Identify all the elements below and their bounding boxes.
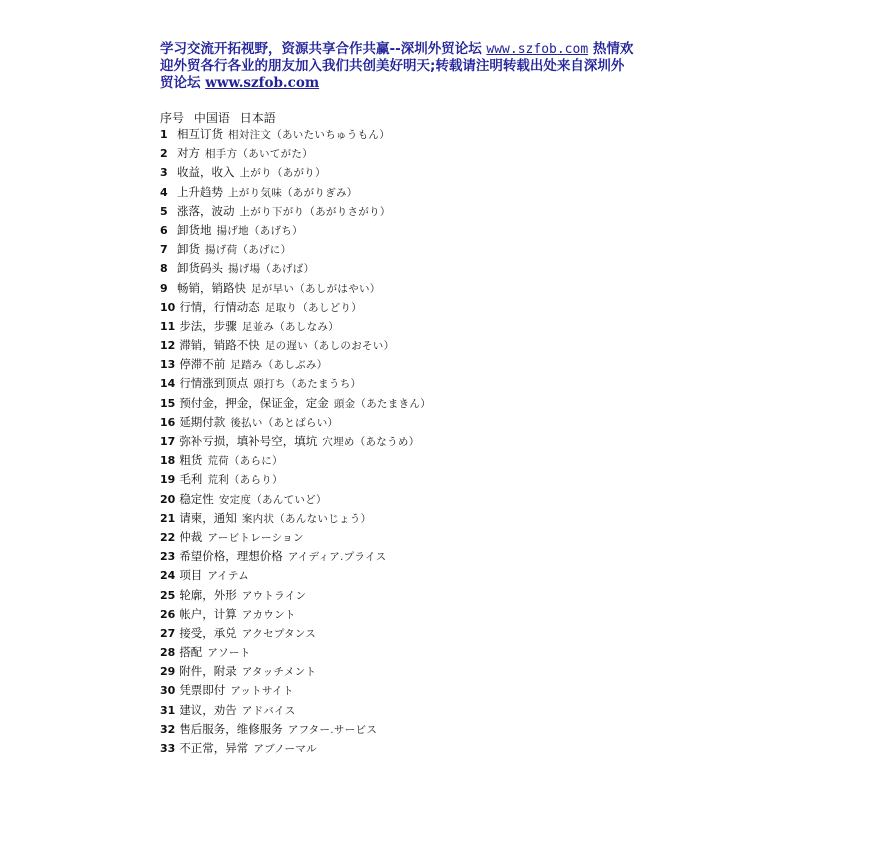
- entry-chinese: 卸货码头: [177, 261, 223, 276]
- column-chinese: 中国语: [193, 111, 230, 125]
- glossary-entry: [160, 336, 431, 355]
- forum-banner: [160, 41, 730, 92]
- entry-chinese: 行情涨到顶点: [179, 376, 249, 391]
- entry-japanese: アイテム: [207, 570, 250, 583]
- entry-chinese: 相互订货: [177, 127, 223, 141]
- entry-number: 4: [160, 185, 168, 199]
- glossary-entry: [160, 605, 431, 624]
- glossary-entry: [160, 221, 431, 240]
- entry-chinese: 畅销，销路快: [177, 280, 246, 295]
- entry-chinese: 毛利: [179, 472, 203, 487]
- glossary-entry: [160, 240, 431, 259]
- entry-japanese: アソート: [207, 647, 251, 660]
- entry-chinese: 仲裁: [179, 529, 203, 544]
- entry-chinese: 上升趋势: [177, 184, 223, 199]
- entry-japanese: アービトレーション: [207, 531, 304, 544]
- entry-japanese: 揚げ地（あげち）: [216, 224, 303, 237]
- entry-chinese: 希望价格，理想价格: [179, 549, 283, 564]
- glossary-entry: [160, 298, 431, 317]
- entry-japanese: 相手方（あいてがた）: [205, 148, 313, 161]
- glossary-entry: [160, 701, 431, 720]
- entry-number: 13: [160, 358, 176, 372]
- column-japanese: 日本語: [239, 111, 276, 125]
- entry-japanese: 足取り（あしどり）: [264, 301, 363, 314]
- forum-link-bold[interactable]: www.szfob.com: [205, 75, 320, 91]
- entry-chinese: 粗货: [179, 453, 203, 468]
- glossary-entry: [160, 528, 431, 547]
- column-number: 序号: [160, 111, 185, 125]
- glossary-entry: [160, 470, 431, 489]
- entry-chinese: 涨落，波动: [177, 203, 235, 218]
- entry-japanese: 足が早い（あしがはやい）: [251, 282, 381, 295]
- entry-japanese: 相対注文（あいたいちゅうもん）: [228, 129, 390, 141]
- glossary-entry: [160, 566, 431, 585]
- entry-japanese: 荒荷（あらに）: [207, 455, 283, 468]
- entry-number: 24: [160, 569, 176, 583]
- entry-chinese: 卸货: [177, 242, 200, 257]
- glossary-list: [160, 125, 431, 758]
- entry-number: 12: [160, 339, 176, 353]
- entry-japanese: 揚げ場（あげば）: [228, 263, 315, 276]
- glossary-entry: [160, 317, 431, 336]
- forum-link[interactable]: www.szfob.com: [486, 42, 589, 57]
- entry-japanese: アットサイト: [230, 685, 294, 698]
- entry-number: 1: [160, 128, 168, 141]
- entry-number: 7: [160, 243, 168, 257]
- entry-chinese: 不正常，异常: [179, 741, 249, 755]
- entry-chinese: 步法，步骤: [179, 318, 237, 333]
- entry-japanese: アタッチメント: [241, 666, 317, 679]
- glossary-entry: [160, 586, 431, 605]
- entry-chinese: 凭票即付: [179, 683, 226, 698]
- entry-number: 9: [160, 281, 168, 295]
- glossary-entry: [160, 144, 431, 163]
- glossary-entry: [160, 125, 431, 144]
- glossary-entry: [160, 451, 431, 470]
- entry-number: 3: [160, 166, 168, 180]
- entry-japanese: アイディア.プライス: [287, 551, 387, 564]
- entry-japanese: アカウント: [241, 608, 296, 621]
- glossary-entry: [160, 624, 431, 643]
- entry-number: 6: [160, 223, 168, 237]
- entry-japanese: 揚げ荷（あげに）: [205, 244, 292, 257]
- entry-number: 28: [160, 646, 176, 660]
- glossary-entry: [160, 413, 431, 432]
- entry-chinese: 延期付款: [179, 414, 226, 429]
- entry-number: 2: [160, 147, 168, 161]
- entry-japanese: 上がり下がり（あがりさがり）: [239, 205, 391, 218]
- entry-number: 17: [160, 435, 176, 448]
- entry-chinese: 稳定性: [179, 491, 214, 506]
- entry-number: 30: [160, 684, 176, 698]
- glossary-entry: [160, 547, 431, 566]
- banner-text-line1-tail: 热情欢: [588, 41, 634, 57]
- entry-japanese: アブノーマル: [253, 743, 317, 755]
- entry-number: 11: [160, 319, 176, 333]
- entry-chinese: 建议，劝告: [179, 702, 237, 717]
- glossary-entry: [160, 432, 431, 451]
- entry-japanese: アクセプタンス: [241, 627, 317, 640]
- entry-japanese: アフター.サービス: [287, 723, 378, 736]
- entry-japanese: 頭金（あたまきん）: [333, 397, 432, 410]
- entry-number: 5: [160, 204, 168, 218]
- entry-japanese: 上がり（あがり）: [239, 167, 326, 180]
- entry-chinese: 停滞不前: [179, 357, 226, 372]
- entry-number: 22: [160, 530, 176, 544]
- entry-chinese: 请柬，通知: [179, 510, 237, 525]
- entry-number: 18: [160, 454, 176, 468]
- entry-number: 14: [160, 377, 176, 391]
- glossary-entry: [160, 643, 431, 662]
- banner-text-line1: 学习交流开拓视野，资源共享合作共赢--深圳外贸论坛: [160, 41, 487, 57]
- entry-number: 10: [160, 300, 176, 314]
- entry-number: 20: [160, 492, 176, 506]
- entry-japanese: 足の遅い（あしのおそい）: [264, 340, 395, 353]
- entry-number: 29: [160, 665, 176, 679]
- glossary-entry: [160, 202, 431, 221]
- entry-chinese: 行情，行情动态: [179, 299, 260, 314]
- entry-number: 33: [160, 742, 176, 755]
- entry-chinese: 售后服务，维修服务: [179, 721, 283, 736]
- glossary-entry: [160, 662, 431, 681]
- glossary-entry: [160, 163, 431, 182]
- entry-number: 19: [160, 473, 176, 487]
- entry-japanese: アドバイス: [241, 704, 296, 717]
- entry-number: 32: [160, 722, 176, 736]
- banner-text-line2: 迎外贸各行各业的朋友加入我们共创美好明天;转载请注明转载出处来自深圳外: [160, 58, 625, 74]
- glossary-entry: [160, 490, 431, 509]
- glossary-entry: [160, 720, 431, 739]
- entry-number: 26: [160, 607, 176, 621]
- entry-japanese: 足踏み（あしぶみ）: [230, 359, 328, 372]
- column-headers: [160, 109, 282, 126]
- entry-chinese: 收益，收入: [177, 165, 235, 180]
- entry-chinese: 搭配: [179, 645, 203, 660]
- entry-number: 15: [160, 396, 176, 410]
- entry-chinese: 轮廓，外形: [179, 587, 237, 602]
- entry-japanese: 上がり気味（あがりぎみ）: [228, 186, 358, 199]
- entry-chinese: 附件，附录: [179, 664, 237, 679]
- entry-chinese: 弥补亏损，填补号空，填坑: [179, 434, 318, 448]
- entry-number: 31: [160, 703, 176, 717]
- entry-number: 25: [160, 588, 176, 602]
- entry-japanese: 穴埋め（あなうめ）: [322, 436, 420, 448]
- entry-number: 16: [160, 415, 176, 429]
- entry-number: 21: [160, 511, 176, 525]
- entry-japanese: 後払い（あとばらい）: [230, 416, 339, 429]
- banner-text-line3: 贸论坛: [160, 75, 206, 91]
- entry-number: 23: [160, 550, 176, 564]
- glossary-entry: [160, 355, 431, 374]
- entry-japanese: 足並み（あしなみ）: [241, 320, 340, 333]
- entry-japanese: 荒利（あらり）: [207, 474, 283, 487]
- entry-chinese: 接受，承兑: [179, 625, 237, 640]
- entry-chinese: 对方: [177, 146, 200, 161]
- entry-japanese: アウトライン: [241, 589, 307, 602]
- glossary-entry: [160, 279, 431, 298]
- glossary-entry: [160, 681, 431, 700]
- entry-japanese: 安定度（あんていど）: [218, 493, 327, 506]
- glossary-entry: [160, 259, 431, 278]
- glossary-entry: [160, 374, 431, 393]
- entry-chinese: 帐户，计算: [179, 606, 237, 621]
- entry-number: 8: [160, 262, 168, 276]
- glossary-entry: [160, 739, 431, 758]
- glossary-entry: [160, 394, 431, 413]
- entry-chinese: 项目: [179, 568, 203, 583]
- entry-japanese: 頭打ち（あたまうち）: [253, 378, 362, 391]
- entry-number: 27: [160, 626, 176, 640]
- entry-chinese: 预付金，押金，保证金，定金: [179, 395, 329, 410]
- entry-chinese: 滞销，销路不快: [179, 338, 260, 353]
- glossary-entry: [160, 183, 431, 202]
- glossary-entry: [160, 509, 431, 528]
- entry-japanese: 案内状（あんないじょう）: [241, 512, 372, 525]
- entry-chinese: 卸货地: [177, 222, 212, 237]
